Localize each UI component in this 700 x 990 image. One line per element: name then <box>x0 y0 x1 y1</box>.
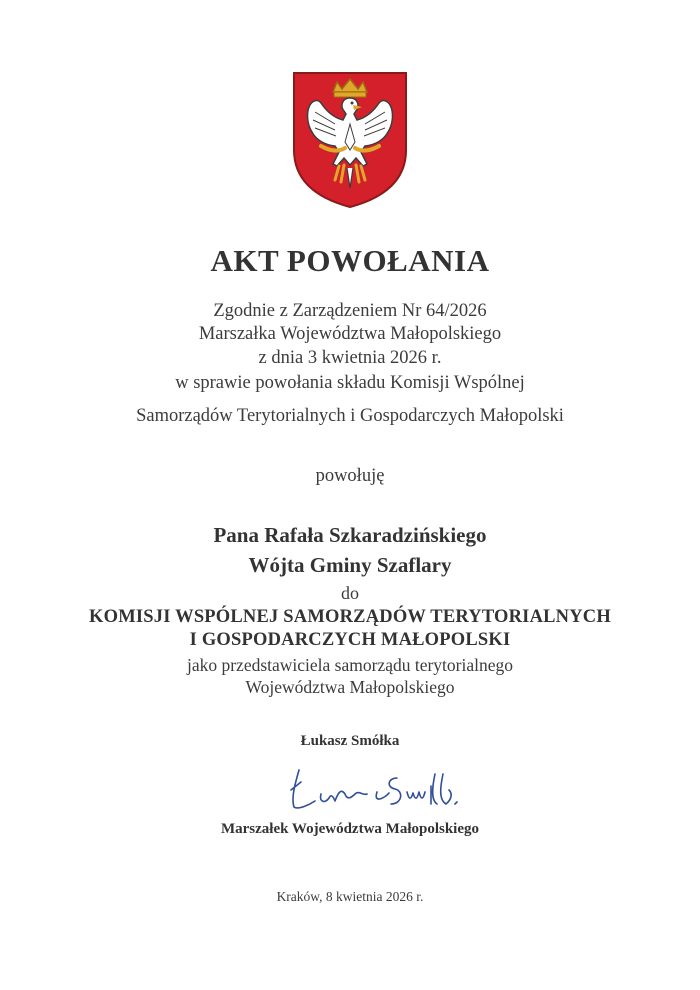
intro-line: Samorządów Terytorialnych i Gospodarczych Małopolski <box>136 406 564 426</box>
handwritten-signature <box>285 760 465 820</box>
appointee-role-line: jako przedstawiciela samorządu terytorialnego <box>186 655 514 675</box>
intro-line: Marszałka Województwa Małopolskiego <box>198 324 502 344</box>
intro-line: w sprawie powołania składu Komisji Wspólnej <box>175 373 525 393</box>
appointee-role-line: Województwa Małopolskiego <box>245 677 455 697</box>
place-and-date: Kraków, 8 kwietnia 2026 r. <box>276 889 424 904</box>
intro-line: Zgodnie z Zarządzeniem Nr 64/2026 <box>213 301 487 321</box>
document-title: AKT POWOŁANIA <box>210 243 490 278</box>
appointee-position: Wójta Gminy Szaflary <box>248 553 452 577</box>
appointee-name: Pana Rafała Szkaradzińskiego <box>213 523 487 547</box>
intro-line: z dnia 3 kwietnia 2026 r. <box>258 348 442 368</box>
appointment-verb: powołuję <box>315 466 385 486</box>
preposition-to: do <box>341 583 359 603</box>
commission-name-line: KOMISJI WSPÓLNEJ SAMORZĄDÓW TERYTORIALNYCH <box>89 607 611 627</box>
signer-title: Marszałek Województwa Małopolskiego <box>220 821 480 837</box>
coat-of-arms-icon <box>291 70 409 210</box>
commission-name-line: I GOSPODARCZYCH MAŁOPOLSKI <box>189 630 511 650</box>
signer-name: Łukasz Smółka <box>300 733 400 749</box>
